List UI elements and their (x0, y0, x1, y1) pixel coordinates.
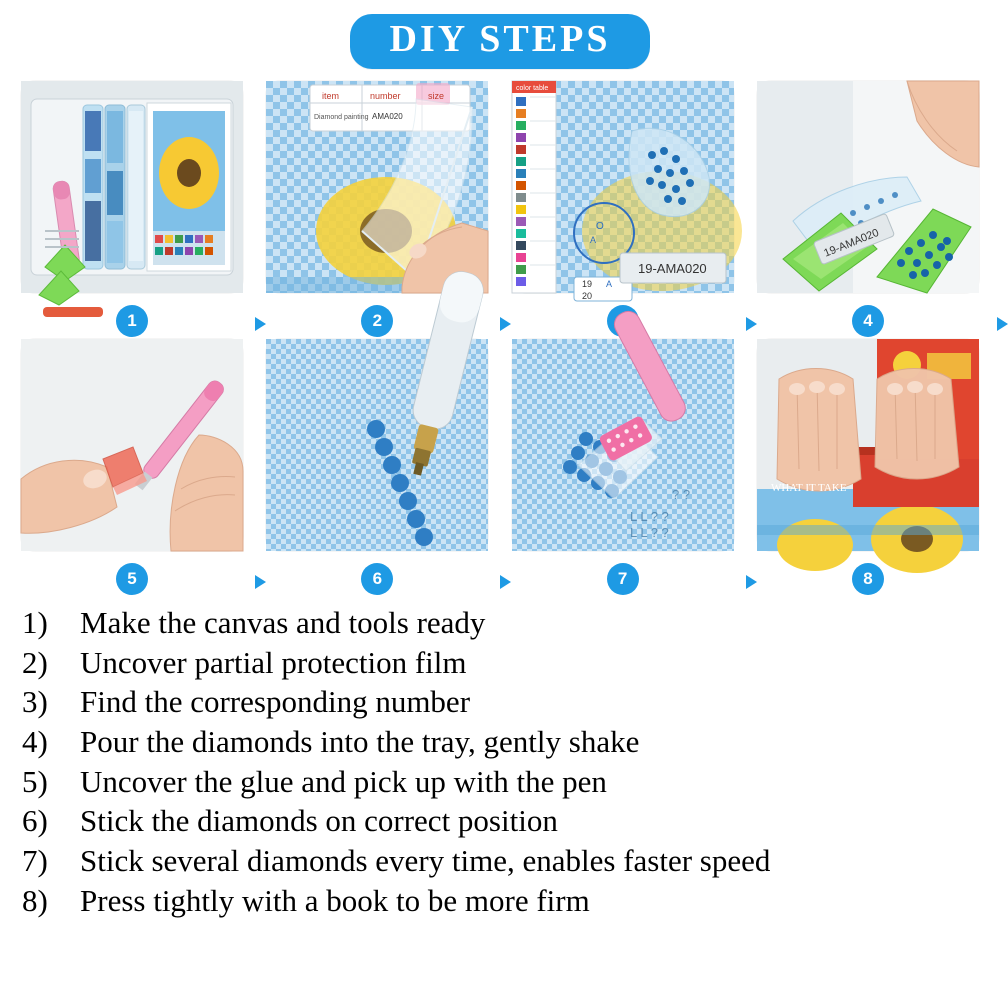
instruction-text: Make the canvas and tools ready (80, 604, 486, 640)
step-image-6 (266, 339, 488, 551)
arrow-icon (997, 317, 1008, 331)
instruction-number: 5) (22, 763, 48, 799)
instruction-text: Find the corresponding number (80, 684, 471, 720)
page-title: DIY STEPS (350, 14, 651, 69)
step-image-8 (757, 339, 979, 551)
step-badge-4: 4 (852, 305, 884, 337)
instruction-number: 2) (22, 644, 48, 680)
svg-text:WHAT IT TAKE: WHAT IT TAKE (770, 481, 847, 494)
step-image-1 (21, 81, 243, 293)
step-image-2 (266, 81, 488, 293)
instruction-text: Stick several diamonds every time, enables faster speed (80, 842, 771, 878)
stick-diamond-illustration (266, 339, 488, 551)
label-text (266, 81, 488, 293)
step-badge-2: 2 (361, 305, 393, 337)
glue-pen-illustration (21, 339, 243, 551)
step-image-3 (512, 81, 734, 301)
svg-text:? ?: ? ? (671, 486, 690, 502)
step-cell-6 (263, 339, 491, 595)
svg-text:size: size (428, 90, 445, 101)
instruction-number: 8) (22, 882, 48, 918)
step-image-4 (757, 81, 979, 293)
step-image-7 (512, 339, 734, 551)
step-cell-5 (18, 339, 246, 595)
svg-text:Diamond painting: Diamond painting (314, 113, 369, 121)
steps-row-2 (18, 339, 982, 595)
step-image-5 (21, 339, 243, 551)
multi-diamond-tool-illustration (512, 339, 734, 551)
instruction-number: 7) (22, 842, 48, 878)
instruction-item (22, 722, 990, 762)
svg-text:20: 20 (581, 290, 592, 301)
svg-text:O: O (595, 220, 604, 232)
instruction-text: Pour the diamonds into the tray, gently shake (80, 723, 640, 759)
step-cell-7 (509, 339, 737, 595)
instruction-item (22, 881, 990, 921)
step-cell-3 (509, 81, 737, 337)
svg-text:A: A (589, 234, 596, 245)
svg-text:color table: color table (515, 84, 548, 92)
step-badge-1: 1 (116, 305, 148, 337)
instruction-item (22, 762, 990, 802)
svg-text:L L ? ?: L L ? ? (629, 508, 669, 524)
svg-text:19-AMA020: 19-AMA020 (822, 226, 881, 260)
svg-text:number: number (370, 90, 401, 101)
instruction-list (0, 603, 1000, 920)
instruction-text: Press tightly with a book to be more firm (80, 882, 590, 918)
title-bar (0, 0, 1000, 69)
step-cell-4 (754, 81, 982, 337)
bag-label-text-4 (757, 81, 979, 293)
step-cell-8 (754, 339, 982, 595)
step-badge-5: 5 (116, 563, 148, 595)
svg-text:19-AMA020: 19-AMA020 (637, 260, 707, 276)
kit-illustration (21, 81, 243, 293)
svg-text:19: 19 (581, 278, 592, 289)
instruction-number: 1) (22, 604, 48, 640)
instruction-item (22, 841, 990, 881)
step-cell-1 (18, 81, 246, 337)
instruction-item (22, 603, 990, 643)
bag-label-text (512, 81, 734, 301)
svg-text:L L ? ?: L L ? ? (629, 524, 669, 540)
step-badge-6: 6 (361, 563, 393, 595)
svg-text:A: A (605, 278, 612, 289)
instruction-number: 6) (22, 803, 48, 839)
instruction-item (22, 682, 990, 722)
instruction-number: 3) (22, 684, 48, 720)
instruction-text: Uncover partial protection film (80, 644, 467, 680)
svg-text:item: item (322, 90, 340, 101)
steps-grid (0, 69, 1000, 595)
instruction-text: Uncover the glue and pick up with the pen (80, 763, 607, 799)
book-title-text (757, 339, 979, 551)
svg-text:AMA020: AMA020 (372, 111, 404, 121)
instruction-number: 4) (22, 723, 48, 759)
instruction-item (22, 801, 990, 841)
step-badge-7: 7 (607, 563, 639, 595)
step-badge-8: 8 (852, 563, 884, 595)
steps-row-1 (18, 81, 982, 337)
instruction-text: Stick the diamonds on correct position (80, 803, 558, 839)
instruction-item (22, 643, 990, 683)
